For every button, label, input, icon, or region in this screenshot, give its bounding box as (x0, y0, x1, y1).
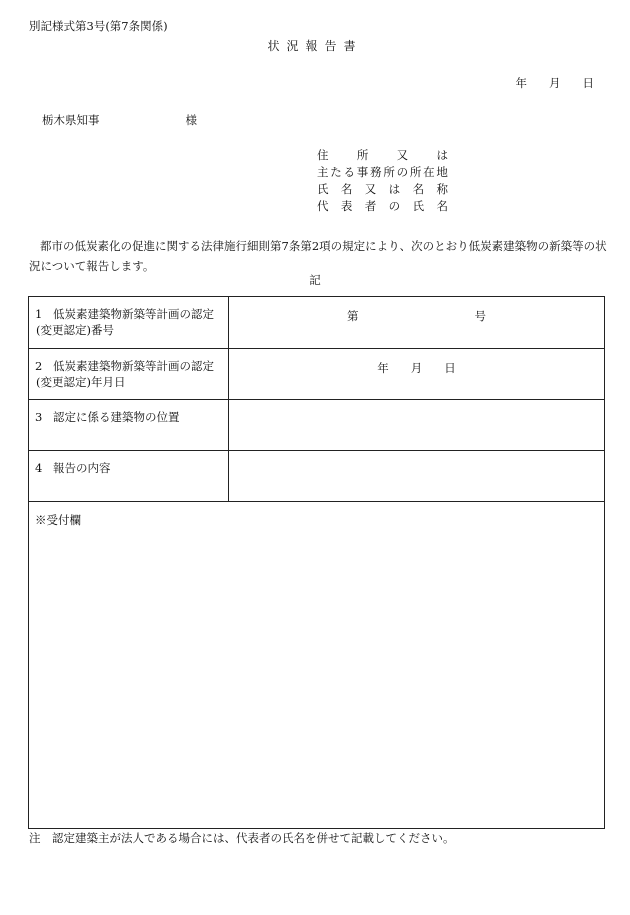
date-month: 月 (549, 76, 561, 90)
row-label: 2 低炭素建築物新築等計画の認定 (変更認定)年月日 (29, 349, 229, 399)
row-label: 1 低炭素建築物新築等計画の認定 (変更認定)番号 (29, 297, 229, 348)
applicant-field: 住 所 又 は (317, 148, 448, 162)
applicant-field: 主 た る 事 務 所 の 所 在 地 (317, 165, 448, 179)
addressee (42, 115, 197, 127)
applicant-field: 代 表 者 の 氏 名 (317, 199, 448, 213)
addressee-honorific: 様 (185, 113, 197, 127)
footnote: 注 認定建築主が法人である場合には、代表者の氏名を併せて記載してください。 (29, 831, 455, 845)
table-row (29, 451, 604, 502)
receipt-column-label: ※受付欄 (35, 513, 81, 527)
report-table (28, 296, 605, 829)
date-year: 年 (515, 76, 527, 90)
certification-date-field[interactable]: 年 月 日 (377, 361, 456, 375)
applicant-block (317, 150, 448, 218)
document-title: 状況報告書 (267, 39, 363, 53)
table-row (29, 400, 604, 451)
applicant-field: 氏 名 又 は 名 称 (317, 182, 448, 196)
table-row (29, 349, 604, 400)
form-number-label: 別記様式第3号(第7条関係) (29, 19, 168, 33)
certification-number-field[interactable]: 第 号 (347, 309, 486, 323)
ki-heading: 記 (309, 273, 321, 287)
date-line (516, 78, 595, 90)
report-paragraph: 都市の低炭素化の促進に関する法律施行細則第7条第2項の規定により、次のとおり低炭素建築物の新築等の状況について報告します。 (29, 239, 607, 273)
addressee-name: 栃木県知事 (42, 113, 100, 127)
row-label: 4 報告の内容 (29, 451, 229, 501)
row-label: 3 認定に係る建築物の位置 (29, 400, 229, 450)
table-row (29, 297, 604, 349)
date-day: 日 (582, 76, 594, 90)
